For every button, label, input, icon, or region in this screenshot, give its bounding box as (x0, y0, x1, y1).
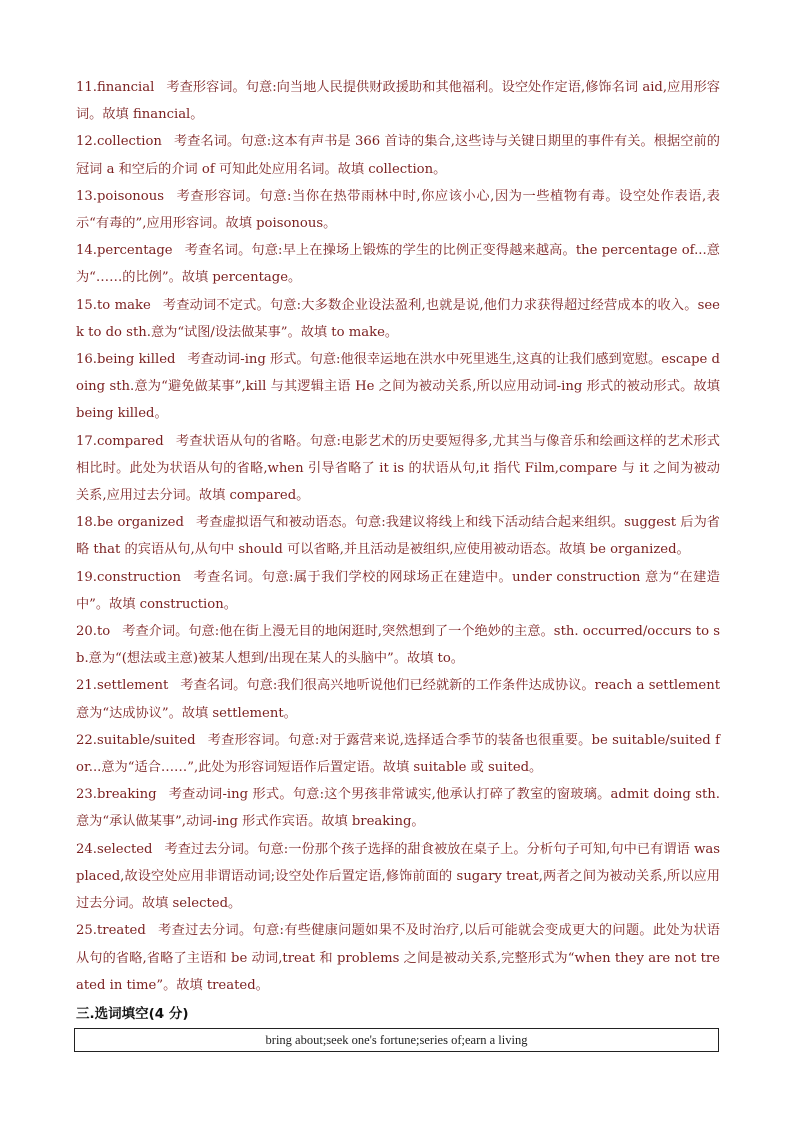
answer-explanation: 考查过去分词。句意:有些健康问题如果不及时治疗,以后可能就会变成更大的问题。此处为状语从句的省略,省略了主语和 be 动词,treat 和 problems 之间是被动关系,完整形式为“when they are not treated in time”。故填 treated。 (76, 923, 720, 993)
answer-key: 11.financial (76, 80, 155, 95)
answer-explanation: 考查名词。句意:属于我们学校的网球场正在建造中。under construction 意为“在建造中”。故填 construction。 (76, 569, 720, 612)
answer-key: 13.poisonous (76, 188, 164, 204)
answer-item (76, 292, 720, 346)
answer-explanation: 考查名词。句意:我们很高兴地听说他们已经就新的工作条件达成协议。reach a settlement 意为“达成协议”。故填 settlement。 (76, 678, 720, 721)
answer-item (76, 727, 720, 781)
answer-item (76, 672, 720, 726)
answer-item (76, 128, 720, 182)
answer-key: 17.compared (76, 433, 164, 449)
answer-key: 16.being killed (76, 352, 176, 368)
answer-item (76, 428, 720, 510)
answer-key: 14.percentage (76, 243, 173, 259)
answer-key: 25.treated (76, 923, 146, 939)
answer-key: 18.be organized (76, 515, 184, 531)
section-title: 三.选词填空(4 分) (76, 1006, 189, 1022)
answer-key: 24.selected (76, 841, 153, 857)
answer-item (76, 237, 720, 291)
answer-key: 20.to (76, 624, 111, 640)
answer-explanation: 考查形容词。句意:向当地人民提供财政援助和其他福利。设空处作定语,修饰名词 aid,应用形容词。故填 financial。 (76, 80, 720, 123)
answer-explanation: 考查形容词。句意:当你在热带雨林中时,你应该小心,因为一些植物有毒。设空处作表语,表示“有毒的”,应用形容词。故填 poisonous。 (76, 188, 720, 232)
answer-key: 23.breaking (76, 787, 157, 803)
answer-item (76, 346, 720, 428)
answer-explanation: 考查动词-ing 形式。句意:这个男孩非常诚实,他承认打碎了教室的窗玻璃。admit doing sth.意为“承认做某事”,动词-ing 形式作宾语。故填 breaking。 (76, 787, 720, 830)
answer-explanation: 考查状语从句的省略。句意:电影艺术的历史要短得多,尤其当与像音乐和绘画这样的艺术形式相比时。此处为状语从句的省略,when 引导省略了 it is 的状语从句,it 指代 Film,compare 与 it 之间为被动关系,应用过去分词。故填 compared。 (76, 433, 720, 504)
answer-key: 21.settlement (76, 678, 169, 694)
answer-key: 12.collection (76, 134, 162, 150)
answer-explanations (76, 74, 720, 999)
answer-explanation: 考查名词。句意:这本有声书是 366 首诗的集合,这些诗与关键日期里的事件有关。根据空前的冠词 a 和空后的介词 of 可知此处应用名词。故填 collection。 (76, 134, 720, 177)
answer-explanation: 考查介词。句意:他在街上漫无目的地闲逛时,突然想到了一个绝妙的主意。sth. occurred/occurs to sb.意为“(想法或主意)被某人想到/出现在某人的头脑中”。故填 to。 (76, 624, 720, 667)
answer-explanation: 考查过去分词。句意:一份那个孩子选择的甜食被放在桌子上。分析句子可知,句中已有谓语 was placed,故设空处应用非谓语动词;设空处作后置定语,修饰前面的 sugary treat,两者之间为被动关系,所以应用过去分词。故填 selected。 (76, 841, 720, 912)
answer-item (76, 836, 720, 918)
answer-explanation: 考查虚拟语气和被动语态。句意:我建议将线上和线下活动结合起来组织。suggest 后为省略 that 的宾语从句,从句中 should 可以省略,并且活动是被组织,应使用被动语态。故填 be organized。 (76, 515, 720, 558)
answer-item (76, 564, 720, 618)
answer-explanation: 考查名词。句意:早上在操场上锻炼的学生的比例正变得越来越高。the percentage of...意为“……的比例”。故填 percentage。 (76, 243, 720, 286)
answer-item (76, 509, 720, 563)
answer-item (76, 74, 720, 128)
answer-explanation: 考查动词-ing 形式。句意:他很幸运地在洪水中死里逃生,这真的让我们感到宽慰。escape doing sth.意为“避免做某事”,kill 与其逻辑主语 He 之间为被动关系,所以应用动词-ing 形式的被动形式。故填 being killed。 (76, 352, 720, 422)
answer-item (76, 781, 720, 835)
answer-item (76, 618, 720, 672)
answer-key: 19.construction (76, 569, 181, 585)
answer-explanation: 考查动词不定式。句意:大多数企业设法盈利,也就是说,他们力求获得超过经营成本的收入。seek to do sth.意为“试图/设法做某事”。故填 to make。 (76, 297, 720, 340)
word-bank-box: bring about;seek one's fortune;series of;earn a living (74, 1028, 719, 1052)
answer-explanation: 考查形容词。句意:对于露营来说,选择适合季节的装备也很重要。be suitable/suited for...意为“适合……”,此处为形容词短语作后置定语。故填 suitable 或 suited。 (76, 732, 720, 776)
answer-key: 15.to make (76, 297, 151, 313)
answer-item (76, 917, 720, 999)
answer-item (76, 183, 720, 237)
answer-key: 22.suitable/suited (76, 732, 196, 748)
